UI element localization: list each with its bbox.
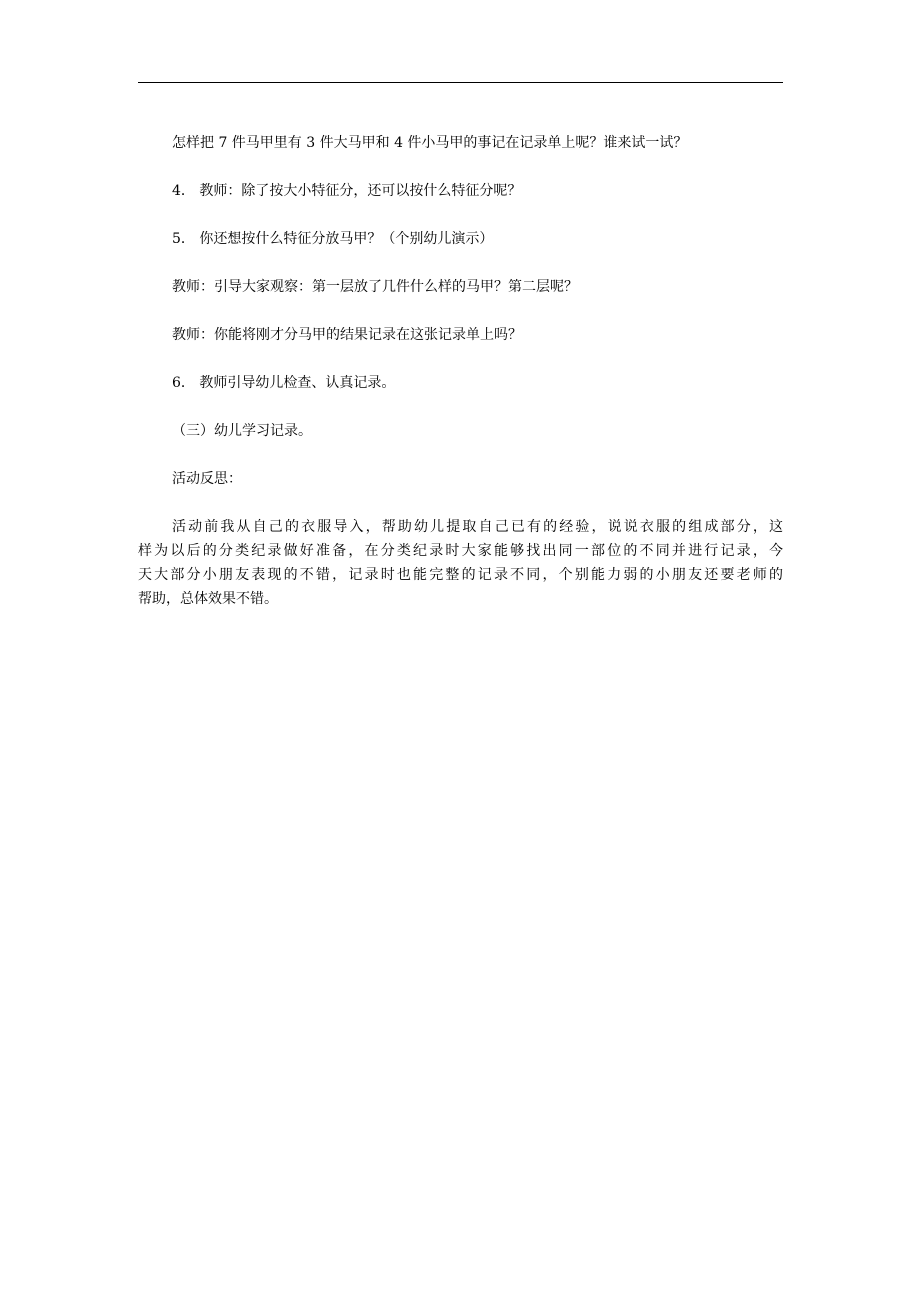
paragraph-question: 怎样把 7 件马甲里有 3 件大马甲和 4 件小马甲的事记在记录单上呢？谁来试一试？ <box>172 135 688 151</box>
document-body <box>138 131 783 611</box>
reflection-heading: 活动反思： <box>172 471 242 487</box>
paragraph-teacher-record: 教师：你能将刚才分马甲的结果记录在这张记录单上吗？ <box>172 327 522 343</box>
paragraph-teacher-observe: 教师：引导大家观察：第一层放了几件什么样的马甲？第二层呢？ <box>172 279 578 295</box>
reflection-line: 帮助，总体效果不错。 <box>138 591 278 607</box>
paragraph-step-5: 5． 你还想按什么特征分放马甲？（个别幼儿演示） <box>172 231 494 247</box>
header-rule <box>138 82 783 83</box>
reflection-line: 天大部分小朋友表现的不错，记录时也能完整的记录不同，个别能力弱的小朋友还要老师的 <box>138 567 783 583</box>
paragraph-step-6: 6． 教师引导幼儿检查、认真记录。 <box>172 375 396 391</box>
reflection-line: 活动前我从自己的衣服导入，帮助幼儿提取自己已有的经验，说说衣服的组成部分，这 <box>172 519 783 535</box>
reflection-paragraph <box>138 515 783 611</box>
reflection-line: 样为以后的分类纪录做好准备，在分类纪录时大家能够找出同一部位的不同并进行记录，今 <box>138 543 783 559</box>
paragraph-step-4: 4． 教师：除了按大小特征分，还可以按什么特征分呢？ <box>172 183 522 199</box>
section-heading-3: （三）幼儿学习记录。 <box>172 423 312 439</box>
